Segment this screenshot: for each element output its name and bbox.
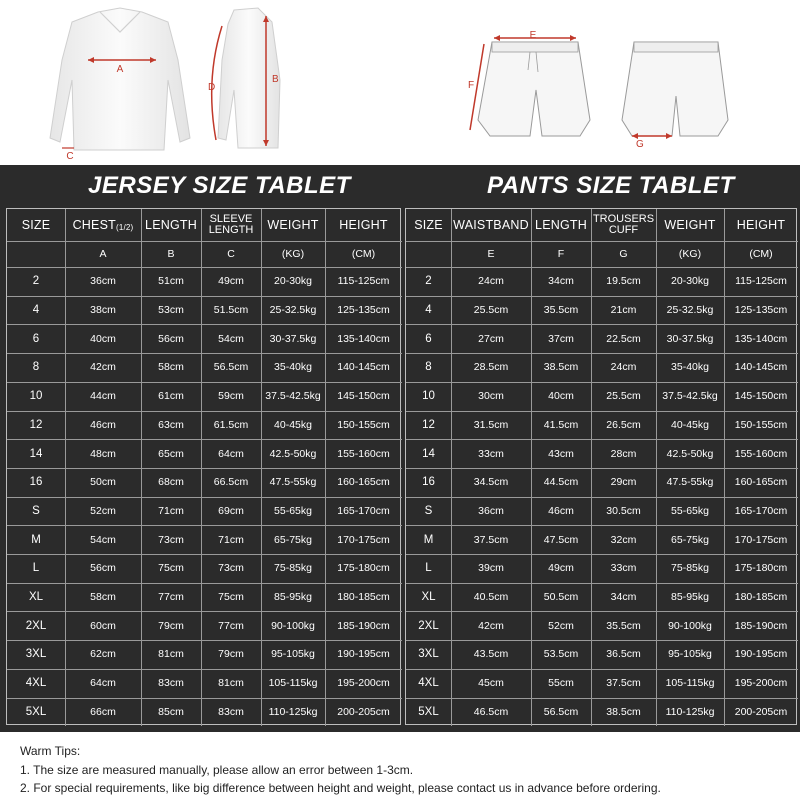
- value-cell-sleeve-length: 49cm: [218, 275, 244, 288]
- value-cell-trousers-cuff: 28cm: [610, 447, 637, 460]
- column-subheader-length: F: [557, 248, 565, 260]
- value-cell-length: 83cm: [158, 677, 184, 690]
- value-cell-length: 55cm: [548, 677, 574, 690]
- column-header-text: LENGTH: [535, 218, 587, 232]
- size-cell: 10: [29, 390, 43, 403]
- column-header-text: HEIGHT: [736, 218, 786, 232]
- column-header-height: [325, 209, 402, 241]
- value-cell-length: 71cm: [158, 504, 184, 517]
- column-header-height: [724, 209, 798, 241]
- value-cell-height: 195-200cm: [734, 677, 788, 690]
- value-cell-weight: 55-65kg: [274, 504, 312, 517]
- column-subheader-trousers-cuff: G: [619, 248, 628, 260]
- pants-front-figure: [468, 30, 590, 136]
- value-cell-height: 170-175cm: [734, 533, 788, 546]
- column-header-trousers-cuff: [591, 209, 656, 241]
- value-cell-trousers-cuff: 25.5cm: [606, 390, 641, 403]
- value-cell-length: 53cm: [158, 304, 184, 317]
- value-cell-length: 85cm: [158, 705, 184, 718]
- value-cell-trousers-cuff: 36.5cm: [606, 648, 641, 661]
- value-cell-waistband: 30cm: [478, 390, 504, 403]
- value-cell-length: 77cm: [158, 591, 184, 604]
- value-cell-height: 195-200cm: [337, 677, 390, 690]
- value-cell-trousers-cuff: 35.5cm: [606, 619, 641, 632]
- size-cell: 16: [29, 476, 43, 489]
- value-cell-weight: 47.5-55kg: [269, 476, 317, 489]
- column-header-weight: [261, 209, 325, 241]
- value-cell-trousers-cuff: 29cm: [610, 476, 637, 489]
- value-cell-height: 115-125cm: [337, 275, 390, 288]
- value-cell-weight: 20-30kg: [671, 275, 709, 288]
- jersey-label-a: A: [116, 64, 124, 75]
- value-cell-height: 200-205cm: [734, 705, 788, 718]
- pants-label-e: E: [529, 30, 537, 41]
- value-cell-waistband: 36cm: [478, 504, 504, 517]
- value-cell-height: 165-170cm: [734, 504, 788, 517]
- value-cell-weight: 105-115kg: [665, 677, 715, 690]
- jersey-label-c: C: [66, 151, 74, 162]
- value-cell-weight: 85-95kg: [274, 591, 312, 604]
- column-subheader-length: B: [167, 248, 175, 260]
- value-cell-chest: 66cm: [90, 705, 116, 718]
- value-cell-chest: 56cm: [90, 562, 116, 575]
- size-cell: 14: [29, 447, 43, 460]
- value-cell-length: 40cm: [548, 390, 574, 403]
- column-subheader-weight: (KG): [281, 248, 305, 260]
- size-cell: XL: [28, 591, 44, 604]
- column-header-weight: [656, 209, 724, 241]
- value-cell-waistband: 40.5cm: [473, 591, 509, 604]
- column-header-text: CHEST: [72, 218, 116, 232]
- value-cell-chest: 40cm: [90, 332, 116, 345]
- value-cell-weight: 42.5-50kg: [666, 447, 714, 460]
- size-cell: S: [424, 504, 433, 517]
- value-cell-length: 41.5cm: [543, 418, 579, 431]
- jersey-table-title: JERSEY SIZE TABLET: [88, 172, 351, 199]
- value-cell-weight: 75-85kg: [671, 562, 709, 575]
- value-cell-weight: 37.5-42.5kg: [265, 390, 321, 403]
- column-header-text: WAISTBAND: [453, 218, 529, 232]
- size-cell: 8: [425, 361, 432, 374]
- value-cell-height: 135-140cm: [734, 332, 788, 345]
- value-cell-weight: 85-95kg: [671, 591, 709, 604]
- value-cell-weight: 65-75kg: [274, 533, 312, 546]
- column-header-size: [406, 209, 451, 241]
- value-cell-trousers-cuff: 30.5cm: [606, 504, 641, 517]
- value-cell-trousers-cuff: 37.5cm: [606, 677, 641, 690]
- column-subheader-chest: A: [99, 248, 107, 260]
- value-cell-height: 170-175cm: [337, 533, 390, 546]
- value-cell-chest: 64cm: [90, 677, 116, 690]
- value-cell-waistband: 31.5cm: [473, 418, 509, 431]
- value-cell-height: 165-170cm: [337, 504, 390, 517]
- column-subheader-height: (CM): [351, 248, 376, 260]
- value-cell-sleeve-length: 73cm: [218, 562, 244, 575]
- value-cell-sleeve-length: 54cm: [218, 332, 244, 345]
- value-cell-length: 47.5cm: [543, 533, 579, 546]
- value-cell-height: 175-180cm: [734, 562, 788, 575]
- value-cell-weight: 30-37.5kg: [269, 332, 317, 345]
- value-cell-weight: 40-45kg: [671, 418, 709, 431]
- column-header-text: HEIGHT: [339, 218, 388, 232]
- value-cell-chest: 36cm: [90, 275, 116, 288]
- pants-table-title: PANTS SIZE TABLET: [487, 172, 735, 199]
- value-cell-weight: 40-45kg: [274, 418, 312, 431]
- value-cell-height: 160-165cm: [734, 476, 788, 489]
- size-cell: 4: [425, 304, 432, 317]
- value-cell-trousers-cuff: 26.5cm: [606, 418, 641, 431]
- value-cell-height: 185-190cm: [734, 619, 788, 632]
- value-cell-weight: 55-65kg: [671, 504, 709, 517]
- value-cell-weight: 95-105kg: [271, 648, 315, 661]
- value-cell-chest: 46cm: [90, 418, 116, 431]
- value-cell-weight: 42.5-50kg: [269, 447, 317, 460]
- column-subheader-height: (CM): [749, 248, 773, 260]
- value-cell-length: 56.5cm: [543, 705, 579, 718]
- value-cell-height: 145-150cm: [734, 390, 788, 403]
- value-cell-height: 115-125cm: [735, 275, 787, 288]
- value-cell-sleeve-length: 77cm: [218, 619, 244, 632]
- value-cell-weight: 110-125kg: [665, 705, 715, 718]
- size-cell: M: [423, 533, 434, 546]
- value-cell-chest: 50cm: [90, 476, 116, 489]
- value-cell-trousers-cuff: 22.5cm: [606, 332, 641, 345]
- value-cell-waistband: 33cm: [478, 447, 504, 460]
- column-header-line: SLEEVE: [209, 213, 253, 225]
- size-cell: L: [32, 562, 40, 575]
- value-cell-length: 65cm: [158, 447, 184, 460]
- value-cell-chest: 60cm: [90, 619, 116, 632]
- value-cell-length: 61cm: [158, 390, 184, 403]
- size-cell: 3XL: [418, 648, 439, 661]
- value-cell-length: 68cm: [158, 476, 184, 489]
- size-cell: 5XL: [25, 705, 47, 718]
- value-cell-waistband: 42cm: [478, 619, 504, 632]
- value-cell-height: 185-190cm: [337, 619, 390, 632]
- value-cell-weight: 35-40kg: [671, 361, 709, 374]
- value-cell-chest: 48cm: [90, 447, 116, 460]
- jersey-front-figure: [50, 8, 190, 162]
- value-cell-height: 150-155cm: [734, 418, 788, 431]
- value-cell-length: 35.5cm: [543, 304, 579, 317]
- column-header-length: [531, 209, 591, 241]
- value-cell-weight: 90-100kg: [668, 619, 712, 632]
- column-header-line: CUFF: [608, 224, 639, 236]
- size-cell: 5XL: [418, 705, 439, 718]
- size-cell: 2: [425, 275, 432, 288]
- value-cell-height: 190-195cm: [734, 648, 788, 661]
- value-cell-chest: 52cm: [90, 504, 116, 517]
- value-cell-waistband: 34.5cm: [473, 476, 509, 489]
- value-cell-waistband: 39cm: [478, 562, 504, 575]
- value-cell-weight: 110-125kg: [268, 705, 318, 718]
- pants-label-g: G: [636, 139, 644, 150]
- value-cell-height: 175-180cm: [337, 562, 390, 575]
- column-header-length: [141, 209, 201, 241]
- size-cell: 6: [425, 332, 432, 345]
- value-cell-sleeve-length: 79cm: [218, 648, 244, 661]
- value-cell-chest: 62cm: [90, 648, 116, 661]
- value-cell-weight: 65-75kg: [671, 533, 709, 546]
- value-cell-length: 51cm: [158, 275, 184, 288]
- warm-tips-heading: Warm Tips:: [20, 744, 81, 758]
- value-cell-length: 38.5cm: [543, 361, 579, 374]
- value-cell-sleeve-length: 64cm: [218, 447, 244, 460]
- value-cell-weight: 25-32.5kg: [269, 304, 317, 317]
- size-cell: 2XL: [25, 619, 47, 632]
- column-header-sleeve-length: [201, 209, 261, 241]
- value-cell-waistband: 28.5cm: [473, 361, 509, 374]
- value-cell-waistband: 45cm: [478, 677, 504, 690]
- column-subheader-size: [406, 241, 451, 267]
- jersey-size-table: [6, 208, 401, 725]
- value-cell-weight: 35-40kg: [274, 361, 312, 374]
- pants-back-figure: [622, 42, 728, 150]
- value-cell-sleeve-length: 56.5cm: [213, 361, 249, 374]
- value-cell-waistband: 43.5cm: [473, 648, 509, 661]
- value-cell-height: 200-205cm: [337, 705, 390, 718]
- value-cell-weight: 75-85kg: [274, 562, 312, 575]
- value-cell-trousers-cuff: 21cm: [610, 304, 637, 317]
- value-cell-length: 81cm: [158, 648, 184, 661]
- value-cell-trousers-cuff: 38.5cm: [606, 705, 641, 718]
- size-cell: 16: [422, 476, 435, 489]
- column-header-text: LENGTH: [145, 218, 197, 232]
- column-header-waistband: [451, 209, 531, 241]
- size-cell: 4XL: [25, 677, 47, 690]
- value-cell-length: 52cm: [548, 619, 574, 632]
- column-header-text: SIZE: [21, 218, 51, 232]
- value-cell-weight: 30-37.5kg: [666, 332, 714, 345]
- value-cell-height: 155-160cm: [734, 447, 788, 460]
- value-cell-length: 50.5cm: [543, 591, 579, 604]
- value-cell-chest: 38cm: [90, 304, 116, 317]
- value-cell-height: 150-155cm: [337, 418, 390, 431]
- size-cell: 2: [32, 275, 40, 288]
- column-subheader-weight: (KG): [678, 248, 702, 260]
- value-cell-length: 73cm: [158, 533, 184, 546]
- value-cell-length: 37cm: [548, 332, 574, 345]
- size-cell: 10: [422, 390, 435, 403]
- value-cell-weight: 47.5-55kg: [666, 476, 714, 489]
- value-cell-length: 43cm: [548, 447, 574, 460]
- size-cell: 4XL: [418, 677, 439, 690]
- value-cell-height: 125-135cm: [734, 304, 788, 317]
- value-cell-chest: 58cm: [90, 591, 116, 604]
- illustrations-panel: [0, 0, 800, 165]
- value-cell-length: 49cm: [548, 562, 574, 575]
- size-cell: 14: [422, 447, 435, 460]
- chest-half-suffix: (1/2): [115, 223, 134, 232]
- value-cell-weight: 105-115kg: [268, 677, 318, 690]
- value-cell-weight: 37.5-42.5kg: [662, 390, 718, 403]
- warm-tip-1: 1. The size are measured manually, please allow an error between 1-3cm.: [20, 762, 414, 777]
- jersey-label-b: B: [272, 74, 279, 85]
- value-cell-waistband: 37.5cm: [473, 533, 509, 546]
- value-cell-weight: 25-32.5kg: [666, 304, 714, 317]
- column-header-line: LENGTH: [208, 224, 254, 236]
- value-cell-length: 75cm: [158, 562, 184, 575]
- value-cell-height: 155-160cm: [337, 447, 390, 460]
- column-header-text: WEIGHT: [267, 218, 319, 232]
- value-cell-height: 140-145cm: [734, 361, 788, 374]
- value-cell-trousers-cuff: 32cm: [610, 533, 637, 546]
- value-cell-length: 34cm: [548, 275, 574, 288]
- value-cell-sleeve-length: 81cm: [218, 677, 244, 690]
- value-cell-sleeve-length: 51.5cm: [213, 304, 249, 317]
- value-cell-length: 63cm: [158, 418, 184, 431]
- value-cell-height: 180-185cm: [337, 591, 390, 604]
- value-cell-height: 145-150cm: [337, 390, 390, 403]
- column-subheader-sleeve-length: C: [227, 248, 235, 260]
- value-cell-sleeve-length: 71cm: [218, 533, 244, 546]
- value-cell-waistband: 25.5cm: [473, 304, 509, 317]
- value-cell-height: 135-140cm: [337, 332, 390, 345]
- value-cell-trousers-cuff: 34cm: [610, 591, 637, 604]
- value-cell-sleeve-length: 69cm: [218, 504, 244, 517]
- garment-illustrations: [0, 0, 800, 165]
- column-header-size: [7, 209, 65, 241]
- size-cell: M: [31, 533, 41, 546]
- value-cell-sleeve-length: 59cm: [218, 390, 244, 403]
- value-cell-length: 44.5cm: [543, 476, 579, 489]
- value-cell-height: 180-185cm: [734, 591, 788, 604]
- value-cell-sleeve-length: 75cm: [218, 591, 244, 604]
- value-cell-weight: 95-105kg: [668, 648, 712, 661]
- value-cell-weight: 20-30kg: [274, 275, 312, 288]
- size-cell: 6: [32, 332, 40, 345]
- value-cell-trousers-cuff: 19.5cm: [606, 275, 641, 288]
- value-cell-length: 46cm: [548, 504, 574, 517]
- size-cell: 4: [32, 304, 40, 317]
- value-cell-height: 160-165cm: [337, 476, 390, 489]
- value-cell-chest: 42cm: [90, 361, 116, 374]
- column-header-chest: [65, 209, 141, 241]
- value-cell-waistband: 27cm: [478, 332, 504, 345]
- pants-size-table: [405, 208, 797, 725]
- column-header-text: SIZE: [414, 218, 443, 232]
- value-cell-sleeve-length: 61.5cm: [213, 418, 249, 431]
- value-cell-waistband: 24cm: [478, 275, 504, 288]
- value-cell-sleeve-length: 83cm: [218, 705, 244, 718]
- column-header-line: TROUSERS: [592, 213, 655, 225]
- value-cell-trousers-cuff: 33cm: [610, 562, 637, 575]
- pants-label-f: F: [468, 80, 475, 91]
- value-cell-height: 125-135cm: [337, 304, 390, 317]
- size-cell: 2XL: [418, 619, 439, 632]
- value-cell-height: 140-145cm: [337, 361, 390, 374]
- value-cell-length: 53.5cm: [543, 648, 579, 661]
- value-cell-height: 190-195cm: [337, 648, 390, 661]
- size-cell: 12: [422, 418, 435, 431]
- value-cell-sleeve-length: 66.5cm: [213, 476, 249, 489]
- column-subheader-waistband: E: [487, 248, 495, 260]
- value-cell-chest: 54cm: [90, 533, 116, 546]
- column-header-text: WEIGHT: [664, 218, 716, 232]
- value-cell-length: 56cm: [158, 332, 184, 345]
- size-cell: S: [32, 504, 40, 517]
- warm-tips: [20, 742, 661, 798]
- value-cell-weight: 90-100kg: [271, 619, 315, 632]
- size-cell: 3XL: [25, 648, 47, 661]
- value-cell-trousers-cuff: 24cm: [610, 361, 637, 374]
- size-cell: 12: [29, 418, 43, 431]
- jersey-label-d: D: [208, 82, 216, 93]
- value-cell-length: 79cm: [158, 619, 184, 632]
- column-subheader-size: [7, 241, 65, 267]
- warm-tip-2: 2. For special requirements, like big difference between height and weight, please contact us in advance before ordering.: [20, 781, 661, 795]
- size-cell: 8: [32, 361, 40, 374]
- size-cell: L: [425, 562, 432, 575]
- value-cell-waistband: 46.5cm: [473, 705, 509, 718]
- value-cell-length: 58cm: [158, 361, 184, 374]
- value-cell-chest: 44cm: [90, 390, 116, 403]
- size-cell: XL: [421, 591, 436, 604]
- jersey-side-figure: [208, 8, 280, 148]
